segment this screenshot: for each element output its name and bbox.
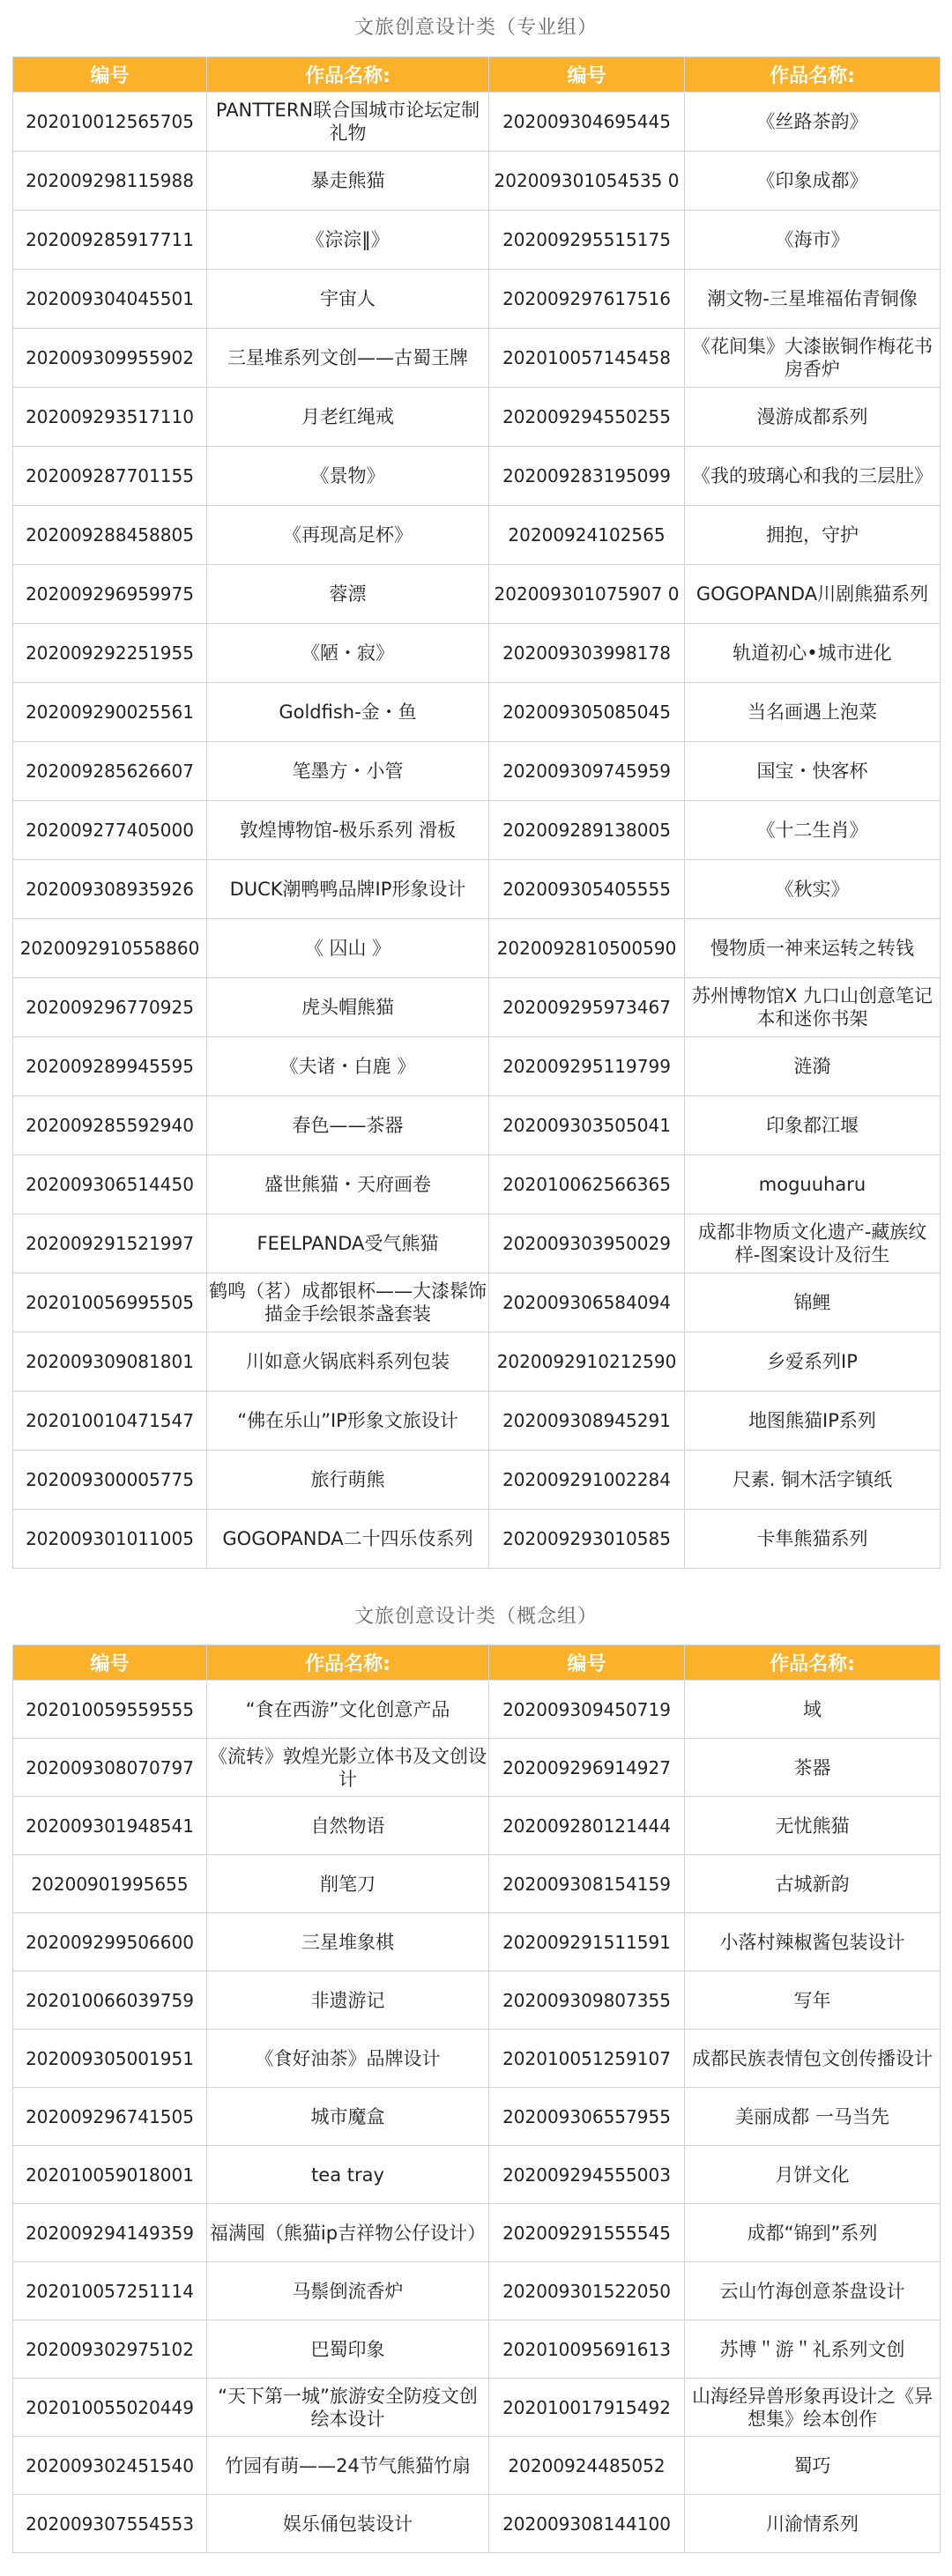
entry-title-cell: 山海经异兽形象再设计之《异想集》绘本创作 bbox=[685, 2379, 941, 2437]
entry-code-cell: 202009292251955 bbox=[13, 624, 207, 683]
entry-title-cell: 卡隼熊猫系列 bbox=[685, 1510, 941, 1569]
table-row bbox=[13, 683, 941, 742]
table-row bbox=[13, 2379, 941, 2437]
entry-title-cell: 慢物质一神来运转之转钱 bbox=[685, 919, 941, 978]
entry-title-cell: 《十二生肖》 bbox=[685, 801, 941, 860]
entry-title-cell: 古城新韵 bbox=[685, 1855, 941, 1913]
entry-title-cell: 《 囚山 》 bbox=[207, 919, 489, 978]
entry-title-cell: moguuharu bbox=[685, 1155, 941, 1214]
table-row bbox=[13, 329, 941, 388]
entry-title-cell: 城市魔盒 bbox=[207, 2088, 489, 2146]
entry-code-cell: 202009301054535 0 bbox=[489, 152, 685, 211]
entry-code-cell: 202009277405000 bbox=[13, 801, 207, 860]
table-row bbox=[13, 1037, 941, 1096]
entry-code-cell: 202009285592940 bbox=[13, 1096, 207, 1155]
entry-code-cell: 202010066039759 bbox=[13, 1971, 207, 2030]
entry-code-cell: 202009308935926 bbox=[13, 860, 207, 919]
entry-title-cell: 成都民族表情包文创传播设计 bbox=[685, 2030, 941, 2088]
entry-title-cell: 蜀巧 bbox=[685, 2437, 941, 2495]
section-title-professional: 文旅创意设计类（专业组） bbox=[353, 17, 598, 39]
entry-code-cell: 202010051259107 bbox=[489, 2030, 685, 2088]
entry-title-cell: 削笔刀 bbox=[207, 1855, 489, 1913]
entry-title-cell: Goldfish-金・鱼 bbox=[207, 683, 489, 742]
entry-code-cell: 202009293517110 bbox=[13, 388, 207, 447]
section-title-concept: 文旅创意设计类（概念组） bbox=[353, 1606, 598, 1628]
table-row bbox=[13, 1971, 941, 2030]
table-row bbox=[13, 742, 941, 801]
entry-title-cell: PANTTERN联合国城市论坛定制礼物 bbox=[207, 93, 489, 152]
table-row bbox=[13, 2262, 941, 2320]
table-row bbox=[13, 388, 941, 447]
header-title-2: 作品名称: bbox=[685, 1645, 941, 1681]
entry-title-cell: 竹园有萌——24节气熊猫竹扇 bbox=[207, 2437, 489, 2495]
entry-code-cell: 202009280121444 bbox=[489, 1797, 685, 1855]
entry-title-cell: 鹤鸣（茗）成都银杯——大漆髹饰描金手绘银茶盏套装 bbox=[207, 1273, 489, 1333]
entry-code-cell: 202009290025561 bbox=[13, 683, 207, 742]
entry-title-cell: 旅行萌熊 bbox=[207, 1451, 489, 1510]
entry-title-cell: 暴走熊猫 bbox=[207, 152, 489, 211]
entry-title-cell: 《再现高足杯》 bbox=[207, 506, 489, 565]
table-row bbox=[13, 2204, 941, 2262]
entry-code-cell: 20200924485052 bbox=[489, 2437, 685, 2495]
entry-code-cell: 202010062566365 bbox=[489, 1155, 685, 1214]
table-row bbox=[13, 1510, 941, 1569]
entry-title-cell: 苏博＂游＂礼系列文创 bbox=[685, 2320, 941, 2379]
table-row bbox=[13, 152, 941, 211]
table-row bbox=[13, 1855, 941, 1913]
table-row bbox=[13, 2495, 941, 2553]
table-row bbox=[13, 801, 941, 860]
entry-code-cell: 202009302451540 bbox=[13, 2437, 207, 2495]
entry-code-cell: 202009296770925 bbox=[13, 978, 207, 1037]
entry-code-cell: 202009291511591 bbox=[489, 1913, 685, 1971]
header-code-1: 编号 bbox=[13, 57, 207, 93]
entry-code-cell: 202009301075907 0 bbox=[489, 565, 685, 624]
entry-code-cell: 202009295515175 bbox=[489, 211, 685, 270]
entry-code-cell: 202009295119799 bbox=[489, 1037, 685, 1096]
entry-title-cell: 漫游成都系列 bbox=[685, 388, 941, 447]
entry-title-cell: 月饼文化 bbox=[685, 2146, 941, 2204]
entry-title-cell: 三星堆系列文创——古蜀王牌 bbox=[207, 329, 489, 388]
entry-title-cell: 《淙淙‖》 bbox=[207, 211, 489, 270]
entry-title-cell: 虎头帽熊猫 bbox=[207, 978, 489, 1037]
table-row bbox=[13, 860, 941, 919]
entry-code-cell: 202009308154159 bbox=[489, 1855, 685, 1913]
entry-title-cell: 《海市》 bbox=[685, 211, 941, 270]
entry-code-cell: 202010057251114 bbox=[13, 2262, 207, 2320]
entry-title-cell: 成都“锦到”系列 bbox=[685, 2204, 941, 2262]
header-code-1: 编号 bbox=[13, 1645, 207, 1681]
table-row bbox=[13, 1155, 941, 1214]
entry-code-cell: 202009303998178 bbox=[489, 624, 685, 683]
entry-code-cell: 202009289945595 bbox=[13, 1037, 207, 1096]
table-row bbox=[13, 1392, 941, 1451]
entry-code-cell: 202009291002284 bbox=[489, 1451, 685, 1510]
table-row bbox=[13, 1273, 941, 1333]
entry-code-cell: 202009291521997 bbox=[13, 1214, 207, 1273]
entry-title-cell: 月老红绳戒 bbox=[207, 388, 489, 447]
entry-title-cell: 域 bbox=[685, 1681, 941, 1739]
entry-title-cell: tea tray bbox=[207, 2146, 489, 2204]
entry-code-cell: 202009308945291 bbox=[489, 1392, 685, 1451]
table-row bbox=[13, 1214, 941, 1273]
table-row bbox=[13, 1739, 941, 1797]
table-body bbox=[13, 93, 941, 1569]
entry-title-cell: 苏州博物馆X 九口山创意笔记本和迷你书架 bbox=[685, 978, 941, 1037]
entry-code-cell: 202010056995505 bbox=[13, 1273, 207, 1333]
entry-title-cell: 笔墨方・小管 bbox=[207, 742, 489, 801]
entry-title-cell: 《秋实》 bbox=[685, 860, 941, 919]
entry-title-cell: 锦鲤 bbox=[685, 1273, 941, 1333]
entry-code-cell: 202009294149359 bbox=[13, 2204, 207, 2262]
entry-code-cell: 202009305405555 bbox=[489, 860, 685, 919]
entry-code-cell: 202010055020449 bbox=[13, 2379, 207, 2437]
entry-code-cell: 2020092810500590 bbox=[489, 919, 685, 978]
entry-title-cell: 轨道初心•城市进化 bbox=[685, 624, 941, 683]
header-row bbox=[13, 57, 941, 93]
entry-code-cell: 202009309081801 bbox=[13, 1333, 207, 1392]
table-row bbox=[13, 1451, 941, 1510]
entry-code-cell: 202009305001951 bbox=[13, 2030, 207, 2088]
entry-code-cell: 202009298115988 bbox=[13, 152, 207, 211]
entry-title-cell: 《花间集》大漆嵌铜作梅花书房香炉 bbox=[685, 329, 941, 388]
table-body bbox=[13, 1681, 941, 2553]
entry-code-cell: 202009301522050 bbox=[489, 2262, 685, 2320]
table-row bbox=[13, 978, 941, 1037]
entry-title-cell: 春色——茶器 bbox=[207, 1096, 489, 1155]
entry-title-cell: “食在西游”文化创意产品 bbox=[207, 1681, 489, 1739]
entry-code-cell: 202009300005775 bbox=[13, 1451, 207, 1510]
entry-code-cell: 202009301948541 bbox=[13, 1797, 207, 1855]
entry-title-cell: 拥抱，守护 bbox=[685, 506, 941, 565]
entry-code-cell: 202009289138005 bbox=[489, 801, 685, 860]
entry-title-cell: 云山竹海创意茶盘设计 bbox=[685, 2262, 941, 2320]
header-title-2: 作品名称: bbox=[685, 57, 941, 93]
table-row bbox=[13, 2146, 941, 2204]
entry-code-cell: 202009309450719 bbox=[489, 1681, 685, 1739]
entry-title-cell: 茶器 bbox=[685, 1739, 941, 1797]
table-row bbox=[13, 1681, 941, 1739]
entry-title-cell: 《印象成都》 bbox=[685, 152, 941, 211]
entry-title-cell: 潮文物-三星堆福佑青铜像 bbox=[685, 270, 941, 329]
entry-code-cell: 202010059559555 bbox=[13, 1681, 207, 1739]
entry-code-cell: 2020092910212590 bbox=[489, 1333, 685, 1392]
entry-code-cell: 202009294550255 bbox=[489, 388, 685, 447]
entry-code-cell: 202009305085045 bbox=[489, 683, 685, 742]
entry-code-cell: 202009296741505 bbox=[13, 2088, 207, 2146]
entry-title-cell: 《景物》 bbox=[207, 447, 489, 506]
entry-title-cell: 非遗游记 bbox=[207, 1971, 489, 2030]
entry-title-cell: 娱乐俑包装设计 bbox=[207, 2495, 489, 2553]
entry-code-cell: 202009291555545 bbox=[489, 2204, 685, 2262]
header-title-1: 作品名称: bbox=[207, 57, 489, 93]
entry-title-cell: “佛在乐山”IP形象文旅设计 bbox=[207, 1392, 489, 1451]
entry-title-cell: 福满囤（熊猫ip吉祥物公仔设计） bbox=[207, 2204, 489, 2262]
entry-code-cell: 202009296959975 bbox=[13, 565, 207, 624]
table-row bbox=[13, 2437, 941, 2495]
entry-code-cell: 202009309955902 bbox=[13, 329, 207, 388]
entry-code-cell: 202010059018001 bbox=[13, 2146, 207, 2204]
entry-code-cell: 202010010471547 bbox=[13, 1392, 207, 1451]
entry-title-cell: 无忧熊猫 bbox=[685, 1797, 941, 1855]
table-row bbox=[13, 624, 941, 683]
entry-code-cell: 202009303950029 bbox=[489, 1214, 685, 1273]
entry-title-cell: 《我的玻璃心和我的三层肚》 bbox=[685, 447, 941, 506]
entry-code-cell: 202009308070797 bbox=[13, 1739, 207, 1797]
entry-title-cell: DUCK潮鸭鸭品牌IP形象设计 bbox=[207, 860, 489, 919]
entry-code-cell: 202009306514450 bbox=[13, 1155, 207, 1214]
table-professional bbox=[12, 56, 941, 1569]
table-concept bbox=[12, 1644, 941, 2553]
entry-title-cell: 川渝情系列 bbox=[685, 2495, 941, 2553]
table-row bbox=[13, 2088, 941, 2146]
entry-code-cell: 202009307554553 bbox=[13, 2495, 207, 2553]
header-code-2: 编号 bbox=[489, 1645, 685, 1681]
entry-title-cell: 印象都江堰 bbox=[685, 1096, 941, 1155]
entry-code-cell: 202009304695445 bbox=[489, 93, 685, 152]
table-row bbox=[13, 506, 941, 565]
entry-title-cell: 川如意火锅底料系列包装 bbox=[207, 1333, 489, 1392]
entry-title-cell: 马鬃倒流香炉 bbox=[207, 2262, 489, 2320]
entry-title-cell: 自然物语 bbox=[207, 1797, 489, 1855]
entry-code-cell: 202010012565705 bbox=[13, 93, 207, 152]
entry-code-cell: 202009297617516 bbox=[489, 270, 685, 329]
entry-title-cell: 敦煌博物馆-极乐系列 滑板 bbox=[207, 801, 489, 860]
entry-code-cell: 202009302975102 bbox=[13, 2320, 207, 2379]
entry-code-cell: 202009299506600 bbox=[13, 1913, 207, 1971]
entry-code-cell: 202009287701155 bbox=[13, 447, 207, 506]
table-row bbox=[13, 211, 941, 270]
entry-code-cell: 202009296914927 bbox=[489, 1739, 685, 1797]
entry-title-cell: 国宝・快客杯 bbox=[685, 742, 941, 801]
table-row bbox=[13, 270, 941, 329]
entry-code-cell: 202009304045501 bbox=[13, 270, 207, 329]
entry-code-cell: 202009306584094 bbox=[489, 1273, 685, 1333]
entry-title-cell: 宇宙人 bbox=[207, 270, 489, 329]
table-row bbox=[13, 2320, 941, 2379]
entry-code-cell: 202009288458805 bbox=[13, 506, 207, 565]
entry-code-cell: 202009293010585 bbox=[489, 1510, 685, 1569]
table-row bbox=[13, 1913, 941, 1971]
entry-code-cell: 202009301011005 bbox=[13, 1510, 207, 1569]
entry-code-cell: 202010057145458 bbox=[489, 329, 685, 388]
entry-code-cell: 202009283195099 bbox=[489, 447, 685, 506]
entry-code-cell: 202009285626607 bbox=[13, 742, 207, 801]
entry-title-cell: 小落村辣椒酱包装设计 bbox=[685, 1913, 941, 1971]
entry-code-cell: 202009308144100 bbox=[489, 2495, 685, 2553]
table-row bbox=[13, 2030, 941, 2088]
entry-title-cell: 盛世熊猫・天府画卷 bbox=[207, 1155, 489, 1214]
entry-title-cell: 巴蜀印象 bbox=[207, 2320, 489, 2379]
header-row bbox=[13, 1645, 941, 1681]
entry-title-cell: “天下第一城”旅游安全防疫文创绘本设计 bbox=[207, 2379, 489, 2437]
entry-title-cell: 写年 bbox=[685, 1971, 941, 2030]
entry-code-cell: 202010095691613 bbox=[489, 2320, 685, 2379]
entry-code-cell: 202009285917711 bbox=[13, 211, 207, 270]
entry-title-cell: 蓉漂 bbox=[207, 565, 489, 624]
entry-title-cell: 《食好油茶》品牌设计 bbox=[207, 2030, 489, 2088]
entry-code-cell: 202009295973467 bbox=[489, 978, 685, 1037]
table-row bbox=[13, 447, 941, 506]
entry-title-cell: 当名画遇上泡菜 bbox=[685, 683, 941, 742]
entry-title-cell: 美丽成都 一马当先 bbox=[685, 2088, 941, 2146]
header-code-2: 编号 bbox=[489, 57, 685, 93]
entry-title-cell: 涟漪 bbox=[685, 1037, 941, 1096]
table-row bbox=[13, 1333, 941, 1392]
entry-title-cell: 成都非物质文化遗产-藏族纹样-图案设计及衍生 bbox=[685, 1214, 941, 1273]
table-row bbox=[13, 1797, 941, 1855]
entry-code-cell: 2020092910558860 bbox=[13, 919, 207, 978]
entry-title-cell: FEELPANDA受气熊猫 bbox=[207, 1214, 489, 1273]
entry-title-cell: GOGOPANDA川剧熊猫系列 bbox=[685, 565, 941, 624]
entry-title-cell: GOGOPANDA二十四乐伎系列 bbox=[207, 1510, 489, 1569]
table-row bbox=[13, 919, 941, 978]
entry-code-cell: 202009294555003 bbox=[489, 2146, 685, 2204]
entry-title-cell: 尺素. 铜木活字镇纸 bbox=[685, 1451, 941, 1510]
entry-code-cell: 20200901995655 bbox=[13, 1855, 207, 1913]
entry-title-cell: 《夫诸・白鹿 》 bbox=[207, 1037, 489, 1096]
entry-code-cell: 20200924102565 bbox=[489, 506, 685, 565]
table-row bbox=[13, 565, 941, 624]
header-title-1: 作品名称: bbox=[207, 1645, 489, 1681]
entry-code-cell: 202009303505041 bbox=[489, 1096, 685, 1155]
entry-code-cell: 202010017915492 bbox=[489, 2379, 685, 2437]
entry-code-cell: 202009309745959 bbox=[489, 742, 685, 801]
table-row bbox=[13, 1096, 941, 1155]
entry-title-cell: 三星堆象棋 bbox=[207, 1913, 489, 1971]
entry-title-cell: 《陋・寂》 bbox=[207, 624, 489, 683]
entry-title-cell: 《流转》敦煌光影立体书及文创设计 bbox=[207, 1739, 489, 1797]
entry-title-cell: 乡爱系列IP bbox=[685, 1333, 941, 1392]
entry-code-cell: 202009306557955 bbox=[489, 2088, 685, 2146]
table-row bbox=[13, 93, 941, 152]
entry-title-cell: 《丝路茶韵》 bbox=[685, 93, 941, 152]
entry-code-cell: 202009309807355 bbox=[489, 1971, 685, 2030]
entry-title-cell: 地图熊猫IP系列 bbox=[685, 1392, 941, 1451]
